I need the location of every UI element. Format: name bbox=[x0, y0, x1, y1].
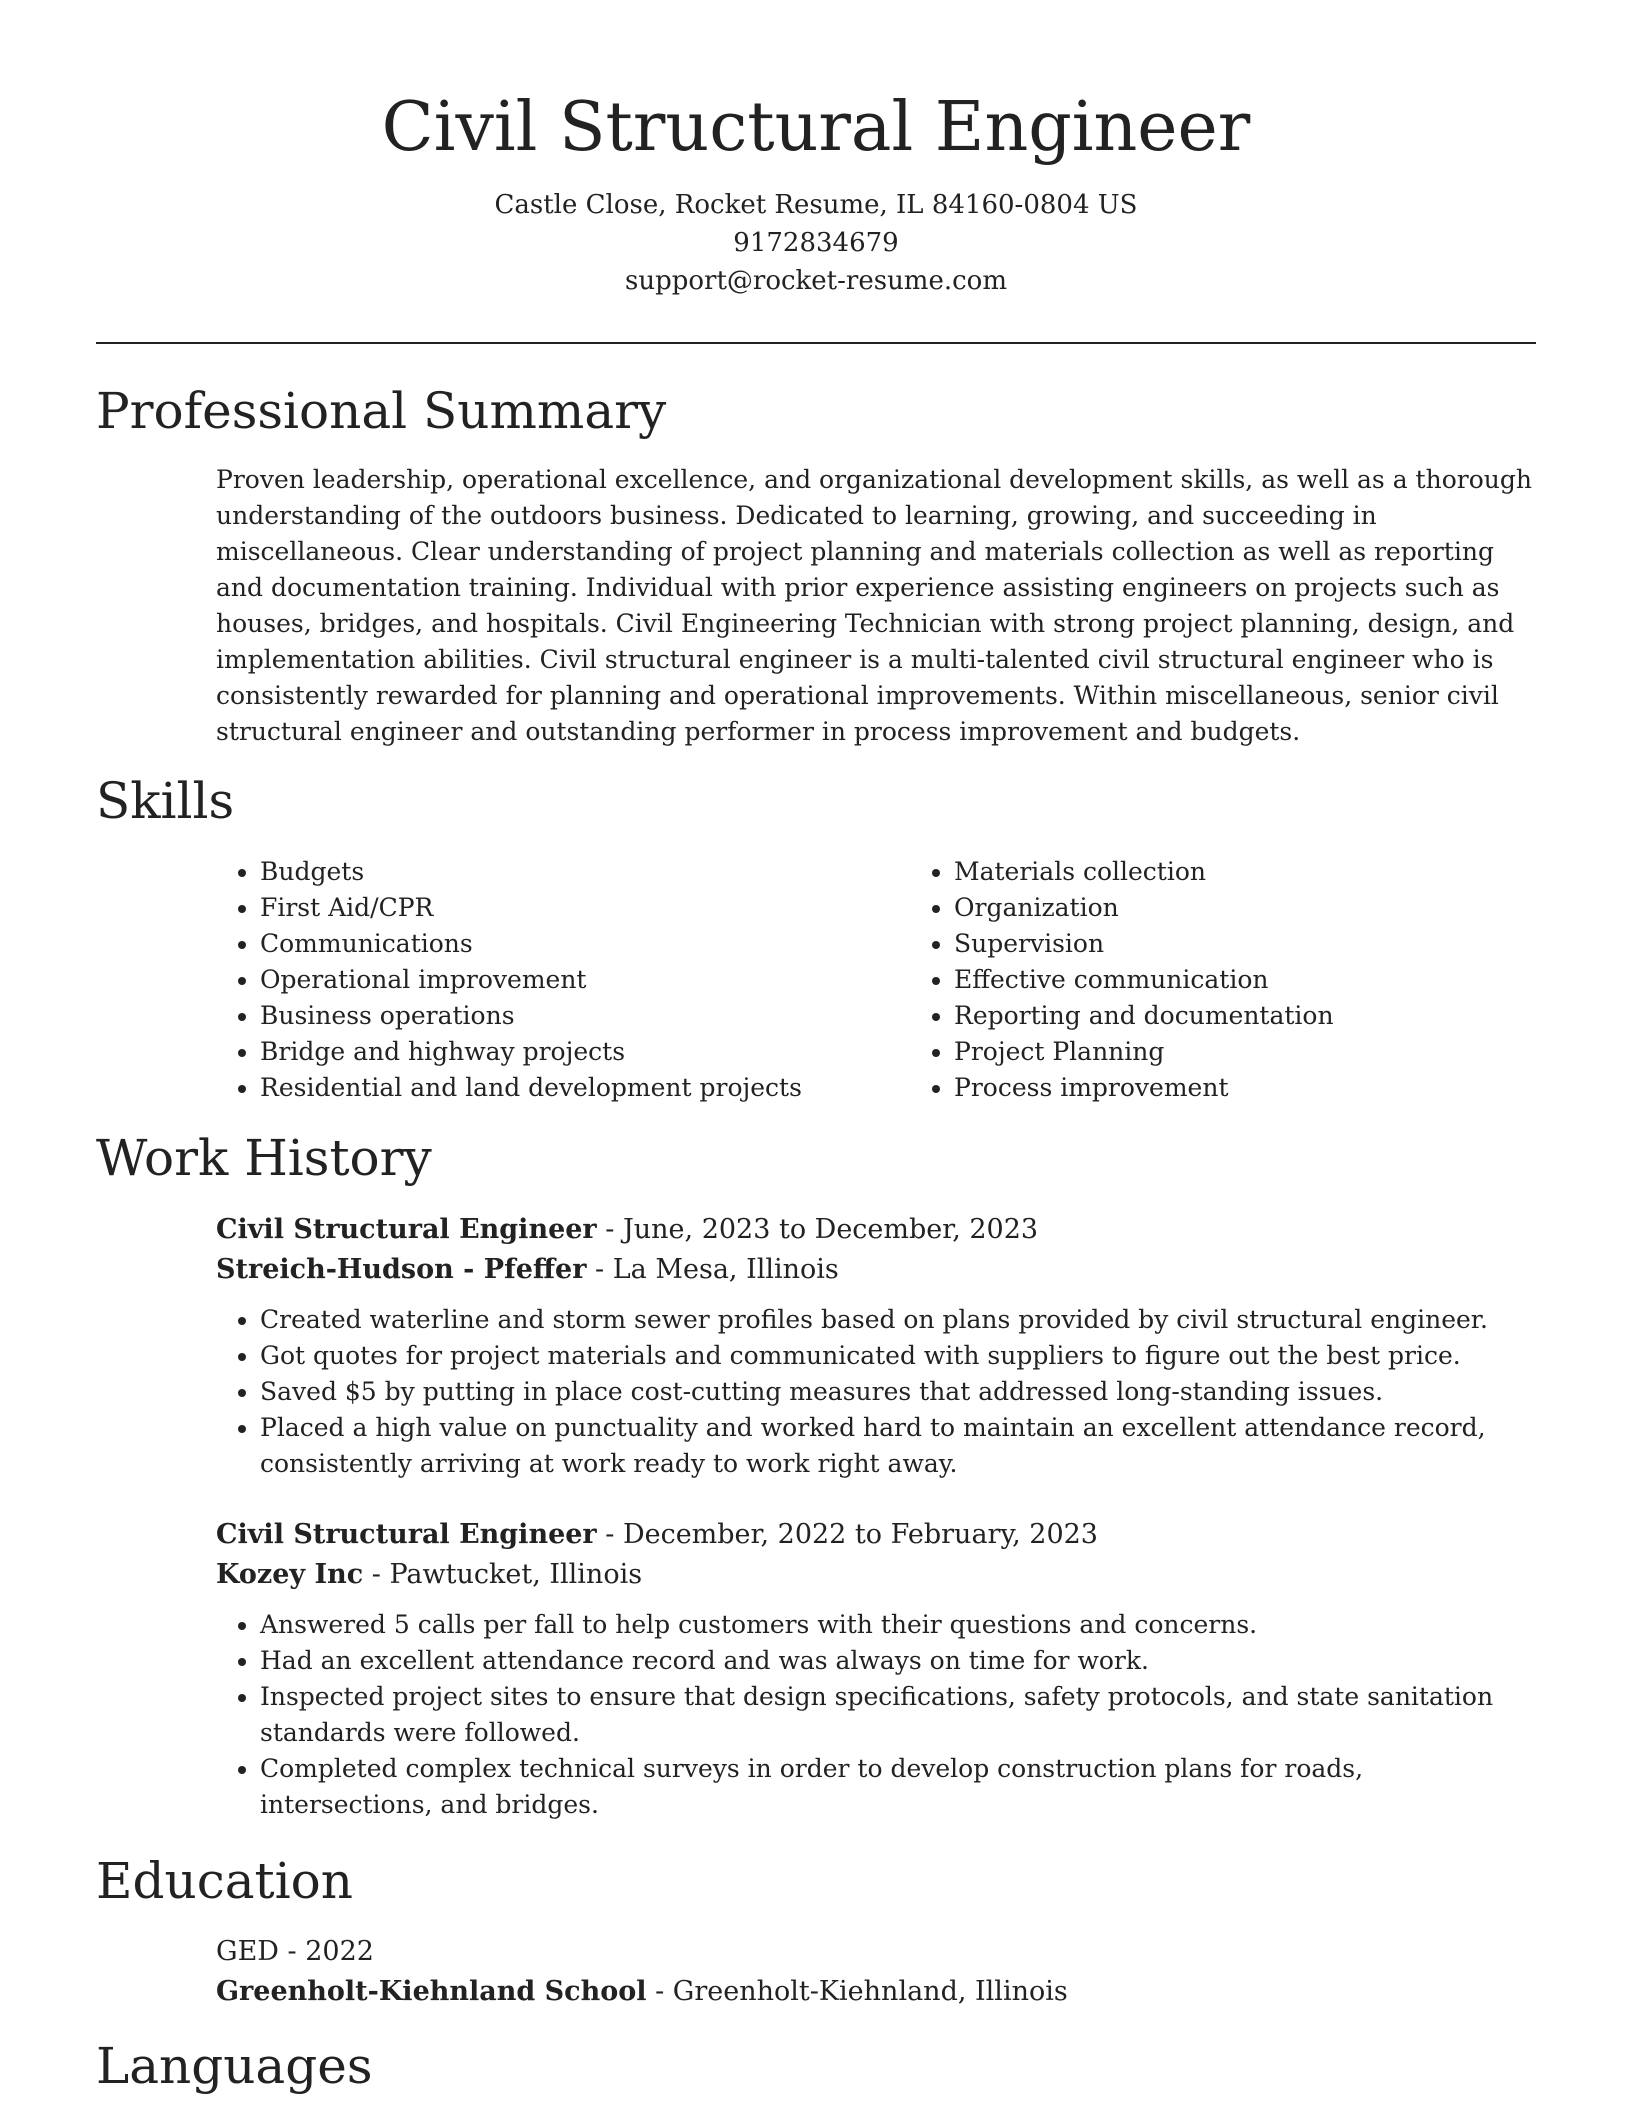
job-company-line bbox=[216, 1250, 1536, 1290]
education-location: - Greenholt-Kiehnland, Illinois bbox=[646, 1976, 1068, 2007]
education-heading: Education bbox=[96, 1852, 353, 1910]
skill-item: • Effective communication bbox=[954, 962, 1514, 998]
job-company: Streich-Hudson - Pfeffer bbox=[216, 1254, 587, 1285]
education-school-line bbox=[216, 1972, 1068, 2012]
skill-item: • Residential and land development projects bbox=[260, 1070, 910, 1106]
contact-phone: 9172834679 bbox=[733, 228, 899, 258]
contact-info bbox=[0, 186, 1632, 300]
job-location: - Pawtucket, Illinois bbox=[363, 1559, 643, 1590]
resume-header bbox=[0, 84, 1632, 300]
languages-heading: Languages bbox=[96, 2037, 373, 2095]
work-history-heading: Work History bbox=[96, 1129, 432, 1187]
job-company-line bbox=[216, 1555, 1536, 1595]
job-company: Kozey Inc bbox=[216, 1559, 364, 1590]
contact-address: Castle Close, Rocket Resume, IL 84160-0804 US bbox=[494, 190, 1138, 220]
header-divider bbox=[96, 342, 1536, 344]
job-bullet: • Placed a high value on punctuality and worked hard to maintain an excellent attendance record, consistently arriving at work ready to work right away. bbox=[260, 1410, 1536, 1482]
job-bullets bbox=[216, 1302, 1536, 1482]
job-title-line bbox=[216, 1515, 1536, 1555]
skill-item: • Communications bbox=[260, 926, 910, 962]
skill-item: • Project Planning bbox=[954, 1034, 1514, 1070]
job-title: Civil Structural Engineer bbox=[216, 1519, 597, 1550]
education-entry bbox=[216, 1932, 1068, 2012]
job-dates: - December, 2022 to February, 2023 bbox=[596, 1519, 1098, 1550]
summary-heading: Professional Summary bbox=[96, 382, 667, 440]
skill-item: • Supervision bbox=[954, 926, 1514, 962]
skill-item: • First Aid/CPR bbox=[260, 890, 910, 926]
job-entry bbox=[216, 1210, 1536, 1482]
job-bullet: • Got quotes for project materials and communicated with suppliers to figure out the best price. bbox=[260, 1338, 1536, 1374]
job-bullet: • Saved $5 by putting in place cost-cutting measures that addressed long-standing issues. bbox=[260, 1374, 1536, 1410]
job-bullet: • Created waterline and storm sewer profiles based on plans provided by civil structural engineer. bbox=[260, 1302, 1536, 1338]
job-dates: - June, 2023 to December, 2023 bbox=[596, 1214, 1039, 1245]
job-entry bbox=[216, 1515, 1536, 1823]
job-location: - La Mesa, Illinois bbox=[586, 1254, 839, 1285]
skill-item: • Reporting and documentation bbox=[954, 998, 1514, 1034]
skills-column-right bbox=[910, 854, 1514, 1106]
skill-item: • Business operations bbox=[260, 998, 910, 1034]
summary-text: Proven leadership, operational excellence, and organizational development skills, as well as a thorough understanding of the outdoors business. Dedicated to learning, growing, and succeeding in miscellaneous. Clear understanding of project planning and materials collection as well as reporting and documentation training. Individual with prior experience assisting engineers on projects such as houses, bridges, and hospitals. Civil Engineering Technician with strong project planning, design, and implementation abilities. Civil structural engineer is a multi-talented civil structural engineer who is consistently rewarded for planning and operational improvements. Within miscellaneous, senior civil structural engineer and outstanding performer in process improvement and budgets. bbox=[216, 465, 1532, 746]
skill-item: • Bridge and highway projects bbox=[260, 1034, 910, 1070]
contact-email: support@rocket-resume.com bbox=[624, 266, 1007, 296]
skill-item: • Process improvement bbox=[954, 1070, 1514, 1106]
job-bullets bbox=[216, 1607, 1536, 1823]
skills-list bbox=[216, 854, 1536, 1106]
job-title: Civil Structural Engineer bbox=[216, 1214, 597, 1245]
job-title-line bbox=[216, 1210, 1536, 1250]
job-bullet: • Answered 5 calls per fall to help customers with their questions and concerns. bbox=[260, 1607, 1536, 1643]
job-bullet: • Had an excellent attendance record and was always on time for work. bbox=[260, 1643, 1536, 1679]
candidate-name: Civil Structural Engineer bbox=[381, 88, 1251, 167]
job-bullet: • Inspected project sites to ensure that design specifications, safety protocols, and state sanitation standards were followed. bbox=[260, 1679, 1536, 1751]
skills-column-left bbox=[216, 854, 910, 1106]
skill-item: • Budgets bbox=[260, 854, 910, 890]
job-bullet: • Completed complex technical surveys in order to develop construction plans for roads, intersections, and bridges. bbox=[260, 1751, 1536, 1823]
education-degree: GED - 2022 bbox=[216, 1936, 374, 1967]
skill-item: • Operational improvement bbox=[260, 962, 910, 998]
skill-item: • Organization bbox=[954, 890, 1514, 926]
skill-item: • Materials collection bbox=[954, 854, 1514, 890]
skills-heading: Skills bbox=[96, 772, 235, 830]
education-school: Greenholt-Kiehnland School bbox=[216, 1976, 647, 2007]
